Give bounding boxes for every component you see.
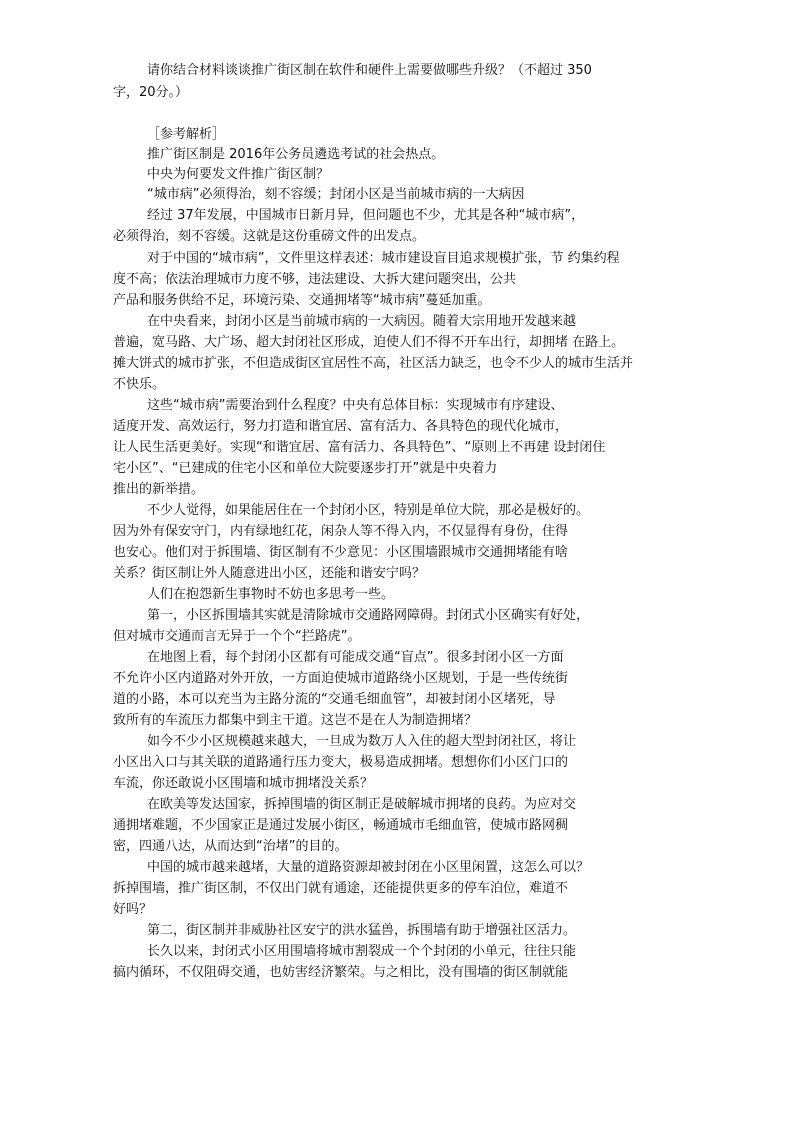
question-line-2: 字，20分。） <box>113 85 189 100</box>
paragraph-line: 让人民生活更美好。实现“和谐宜居、富有活力、各具特色”、“原则上不再建 设封闭住 <box>113 440 606 455</box>
paragraph-line: 第一，小区拆围墙其实就是清除城市交通路网障碍。封闭式小区确实有好处， <box>147 608 590 623</box>
paragraph-line: 对于中国的“城市病”，文件里这样表述：城市建设盲目追求规模扩张，节 约集约程 <box>147 251 620 266</box>
paragraph-line: 中央为何要发文件推广街区制？ <box>147 167 330 182</box>
paragraph-line: 搞内循环，不仅阻碍交通，也妨害经济繁荣。与之相比，没有围墙的街区制就能 <box>113 965 569 980</box>
paragraph-line: 如今不少小区规模越来越大，一旦成为数万人入住的超大型封闭社区，将让 <box>147 734 577 749</box>
paragraph-line: 摊大饼式的城市扩张，不但造成街区宜居性不高，社区活力缺乏，也令不少人的城市生活并 <box>113 356 634 371</box>
paragraph-line: 适度开发、高效运行，努力打造和谐宜居、富有活力、各具特色的现代化城市， <box>113 419 569 434</box>
paragraph-line: 产品和服务供给不足，环境污染、交通拥堵等“城市病”蔓延加重。 <box>113 293 491 308</box>
paragraph-line: 长久以来，封闭式小区用围墙将城市割裂成一个个封闭的小单元，往往只能 <box>147 944 577 959</box>
paragraph-line: 不允许小区内道路对外开放，一方面迫使城市道路绕小区规划，于是一些传统街 <box>113 671 569 686</box>
paragraph-line: 好吗？ <box>113 902 153 917</box>
paragraph-line: 通拥堵难题，不少国家正是通过发展小街区，畅通城市毛细血管，使城市路网稠 <box>113 818 569 833</box>
paragraph-line: 这些“城市病”需要治到什么程度？中央有总体目标：实现城市有序建设、 <box>147 398 564 413</box>
paragraph-line: 普遍，宽马路、大广场、超大封闭社区形成，迫使人们不得不开车出行，却拥堵 在路上。 <box>113 335 625 350</box>
paragraph-line: 度不高；依法治理城市力度不够，违法建设、大拆大建问题突出，公共 <box>113 272 517 287</box>
paragraph-line: 在地图上看，每个封闭小区都有可能成交通“盲点”。很多封闭小区一方面 <box>147 650 564 665</box>
paragraph-line: 密，四通八达，从而达到“治堵”的目的。 <box>113 839 348 854</box>
paragraph-line: 不少人觉得，如果能居住在一个封闭小区，特别是单位大院，那必是极好的。 <box>147 503 590 518</box>
paragraph-line: 车流，你还敢说小区围墙和城市拥堵没关系？ <box>113 776 374 791</box>
paragraph-line: 关系？街区制让外人随意进出小区，还能和谐安宁吗？ <box>113 566 426 581</box>
paragraph-line: 但对城市交通而言无异于一个个“拦路虎”。 <box>113 629 361 644</box>
paragraph-line: 中国的城市越来越堵，大量的道路资源却被封闭在小区里闲置，这怎么可以？ <box>147 860 590 875</box>
paragraph-line: 经过 37年发展，中国城市日新月异，但问题也不少，尤其是各种“城市病”， <box>147 208 585 223</box>
paragraph-line: 必须得治，刻不容缓。这就是这份重磅文件的出发点。 <box>113 229 426 244</box>
paragraph-line: “城市病”必须得治，刻不容缓；封闭小区是当前城市病的一大病因 <box>147 187 525 202</box>
paragraph-line: 在欧美等发达国家，拆掉围墙的街区制正是破解城市拥堵的良药。为应对交 <box>147 797 577 812</box>
paragraph-line: 道的小路，本可以充当为主路分流的“交通毛细血管”，却被封闭小区堵死，导 <box>113 692 556 707</box>
paragraph-line: 不快乐。 <box>113 377 166 392</box>
paragraph-line: 拆掉围墙，推广街区制，不仅出门就有通途，还能提供更多的停车泊位，难道不 <box>113 881 569 896</box>
paragraph-line: 因为外有保安守门，内有绿地红花，闲杂人等不得入内，不仅显得有身份，住得 <box>113 524 569 539</box>
paragraph-line: 推出的新举措。 <box>113 482 205 497</box>
paragraph-line: 也安心。他们对于拆围墙、街区制有不少意见：小区围墙跟城市交通拥堵能有啥 <box>113 545 569 560</box>
paragraph-line: 第二，街区制并非威胁社区安宁的洪水猛兽，拆围墙有助于增强社区活力。 <box>147 923 577 938</box>
paragraph-line: 推广街区制是 2016年公务员遴选考试的社会热点。 <box>147 147 445 162</box>
paragraph-line: 宅小区”、“已建成的住宅小区和单位大院要逐步打开”就是中央着力 <box>113 461 498 476</box>
paragraph-line: 人们在抱怨新生事物时不妨也多思考一些。 <box>147 587 395 602</box>
section-heading: ［参考解析］ <box>147 127 226 142</box>
question-line-1: 请你结合材料谈谈推广街区制在软件和硬件上需要做哪些升级？（不超过 350 <box>147 63 592 78</box>
paragraph-line: 在中央看来，封闭小区是当前城市病的一大病因。随着大宗用地开发越来越 <box>147 314 577 329</box>
paragraph-line: 致所有的车流压力都集中到主干道。这岂不是在人为制造拥堵？ <box>113 713 478 728</box>
paragraph-line: 小区出入口与其关联的道路通行压力变大，极易造成拥堵。想想你们小区门口的 <box>113 755 569 770</box>
